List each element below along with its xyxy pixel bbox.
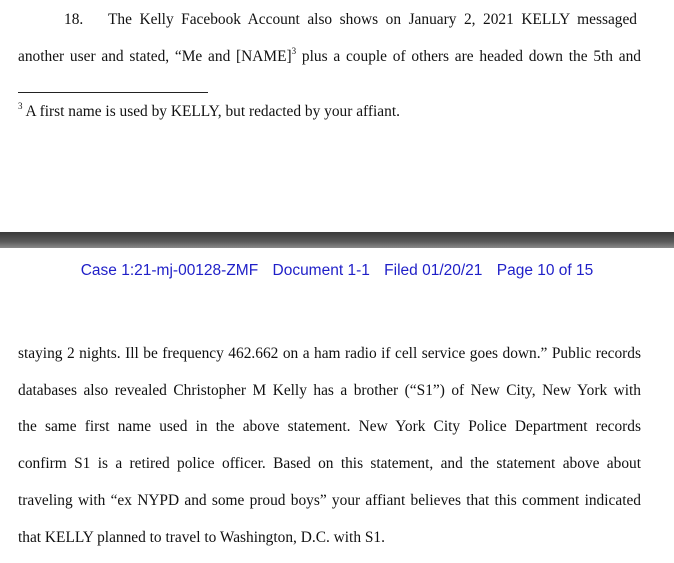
document-number: Document 1-1 [272,262,370,279]
paragraph-18-line-2 [18,47,641,67]
footnote-reference: 3 [291,45,297,56]
body-line-1: staying 2 nights. Ill be frequency 462.662 on a ham radio if cell service goes down.” Public records [18,345,641,362]
page-number: Page 10 of 15 [496,262,594,279]
footnote-text: A first name is used by KELLY, but redacted by your affiant. [22,103,400,120]
body-line-2: databases also revealed Christopher M Kelly has a brother (“S1”) of New City, New York with [18,382,641,399]
footnote-marker: 3 [18,100,23,111]
paragraph-text: The Kelly Facebook Account also shows on January 2, 2021 KELLY messaged [108,11,637,28]
page-break [0,232,674,248]
body-line-6: that KELLY planned to travel to Washington, D.C. with S1. [18,529,385,546]
line-text-end: plus a couple of others are headed down the 5th and [296,48,641,65]
case-header [0,262,674,280]
filed-date: Filed 01/20/21 [384,262,483,279]
footnote-divider [18,92,208,93]
body-line-3: the same first name used in the above statement. New York City Police Department records [18,418,641,435]
body-line-4: confirm S1 is a retired police officer. Based on this statement, and the statement above about [18,455,641,472]
case-number: Case 1:21-mj-00128-ZMF [80,262,259,279]
footnote [18,102,400,122]
paragraph-18-line-1 [64,10,641,30]
body-line-5: traveling with “ex NYPD and some proud boys” your affiant believes that this comment indicated [18,492,641,509]
paragraph-number: 18. [64,11,84,28]
line-text-start: another user and stated, “Me and [NAME] [18,48,292,65]
